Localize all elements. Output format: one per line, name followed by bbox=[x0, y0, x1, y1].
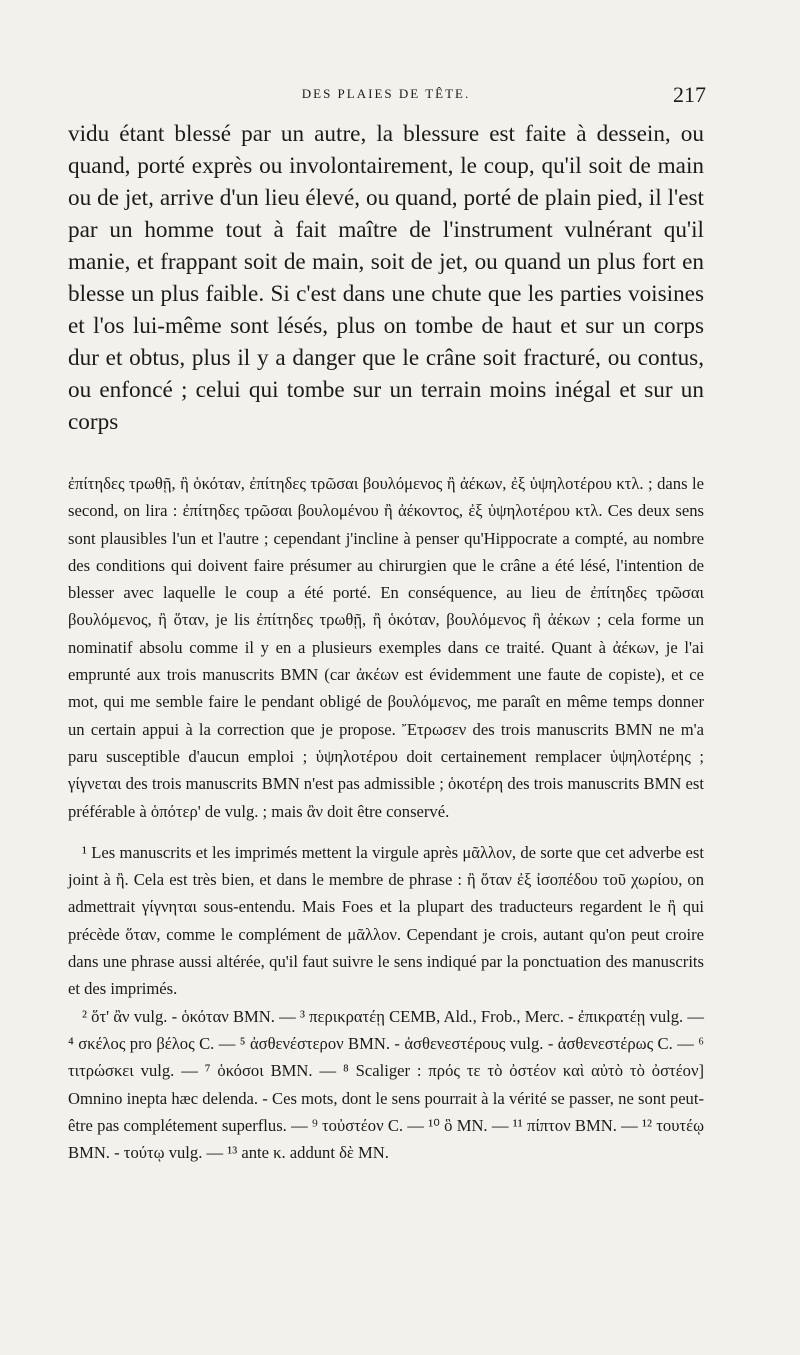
footnote-continuation-text: ἐπίτηδες τρωθῇ, ἢ ὁκόταν, ἐπίτηδες τρῶσαι βουλόμενος ἢ ἀέκων, ἐξ ὑψηλοτέρου κτλ. ; dans le second, on lira : ἐπίτηδες τρῶσαι βουλομένου ἢ ἀέκοντος, ἐξ ὑψηλοτέρου κτλ. Ces deux sens sont plausibles l'un et l'autre ; cependant j'incline à penser qu'Hippocrate a compté, au nombre des conditions qui doivent faire présumer au chirurgien que le crâne a été lésé, l'intention de blesser avec laquelle le coup a été porté. En conséquence, au lieu de ἐπίτηδες τρῶσαι βουλόμενος, ἢ ὅταν, je lis ἐπίτηδες τρωθῇ, ἢ ὁκόταν, βουλόμενος ἢ ἀέκων ; cela forme un nominatif absolu comme il y en a plusieurs exemples dans ce traité. Quant à ἀέκων, je l'ai emprunté aux trois manuscrits BMN (car ἀκέων est évidemment une faute de copiste), et ce mot, qui me semble faire le pendant obligé de βουλόμενος, me paraît en même temps donner un certain appui à la correction que je propose. Ἔτρωσεν des trois manuscrits BMN ne m'a paru susceptible d'aucun emploi ; ὑψηλοτέρου doit certainement remplacer ὑψηλοτέρης ; γίγνεται des trois manuscrits BMN n'est pas admissible ; ὁκοτέρη des trois manuscrits BMN est préférable à ὁπότερ' de vulg. ; mais ἂν doit être conservé. bbox=[68, 474, 704, 821]
footnote-variants-text: ² ὅτ' ἂν vulg. - ὁκόταν BMN. — ³ περικρατέῃ CEMB, Ald., Frob., Merc. - ἐπικρατέῃ vulg. — ⁴ σκέλος pro βέλος C. — ⁵ ἀσθενέστερον BMN. - ἀσθενεστέρους vulg. - ἀσθενεστέρως C. — ⁶ τιτρώσκει vulg. — ⁷ ὁκόσοι BMN. — ⁸ Scaliger : πρός τε τὸ ὀστέον καὶ αὐτὸ τὸ ὀστέον] Omnino inepta hæc delenda. - Ces mots, dont le sens pourrait à la vérité se passer, ne sont peut-être pas complétement superflus. — ⁹ τοὐστέον C. — ¹⁰ ὃ MN. — ¹¹ πίπτον BMN. — ¹² τουτέῳ BMN. - τούτῳ vulg. — ¹³ ante κ. addunt δὲ MN. bbox=[68, 1006, 704, 1163]
footnote-1 bbox=[68, 839, 704, 1003]
main-text bbox=[68, 118, 704, 438]
footnote-1-text: ¹ Les manuscrits et les imprimés mettent la virgule après μᾶλλον, de sorte que cet adverbe est joint à ἢ. Cela est très bien, et dans le membre de phrase : ἢ ὅταν ἐξ ἰσοπέδου τοῦ χωρίου, on admettrait γίγνηται sous-entendu. Mais Foes et la plupart des traducteurs regardent le ἢ qui précède ὅταν, comme le complément de μᾶλλον. Cependant je crois, autant qu'on peut croire dans une phrase aussi altérée, qu'il faut suivre le sens indiqué par la ponctuation des manuscrits et des imprimés. bbox=[68, 842, 704, 999]
footnote-variants bbox=[68, 1003, 704, 1167]
running-title: DES PLAIES DE TÊTE. bbox=[301, 86, 471, 101]
page-header bbox=[68, 82, 704, 106]
footnotes bbox=[68, 470, 704, 1166]
footnote-continuation bbox=[68, 470, 704, 825]
body-paragraph: vidu étant blessé par un autre, la blessure est faite à dessein, ou quand, porté exprès ou involontairement, le coup, qu'il soit de main ou de jet, arrive d'un lieu élevé, ou quand, porté de plain pied, il l'est par un homme tout à fait maître de l'instrument vulnérant qu'il manie, et frappant soit de main, soit de jet, ou quand un plus fort en blesse un plus faible. Si c'est dans une chute que les parties voisines et l'os lui-même sont lésés, plus on tombe de haut et sur un corps dur et obtus, plus il y a danger que le crâne soit fracturé, ou contus, ou enfoncé ; celui qui tombe sur un terrain moins inégal et sur un corps bbox=[68, 121, 704, 435]
page-number: 217 bbox=[673, 82, 706, 107]
